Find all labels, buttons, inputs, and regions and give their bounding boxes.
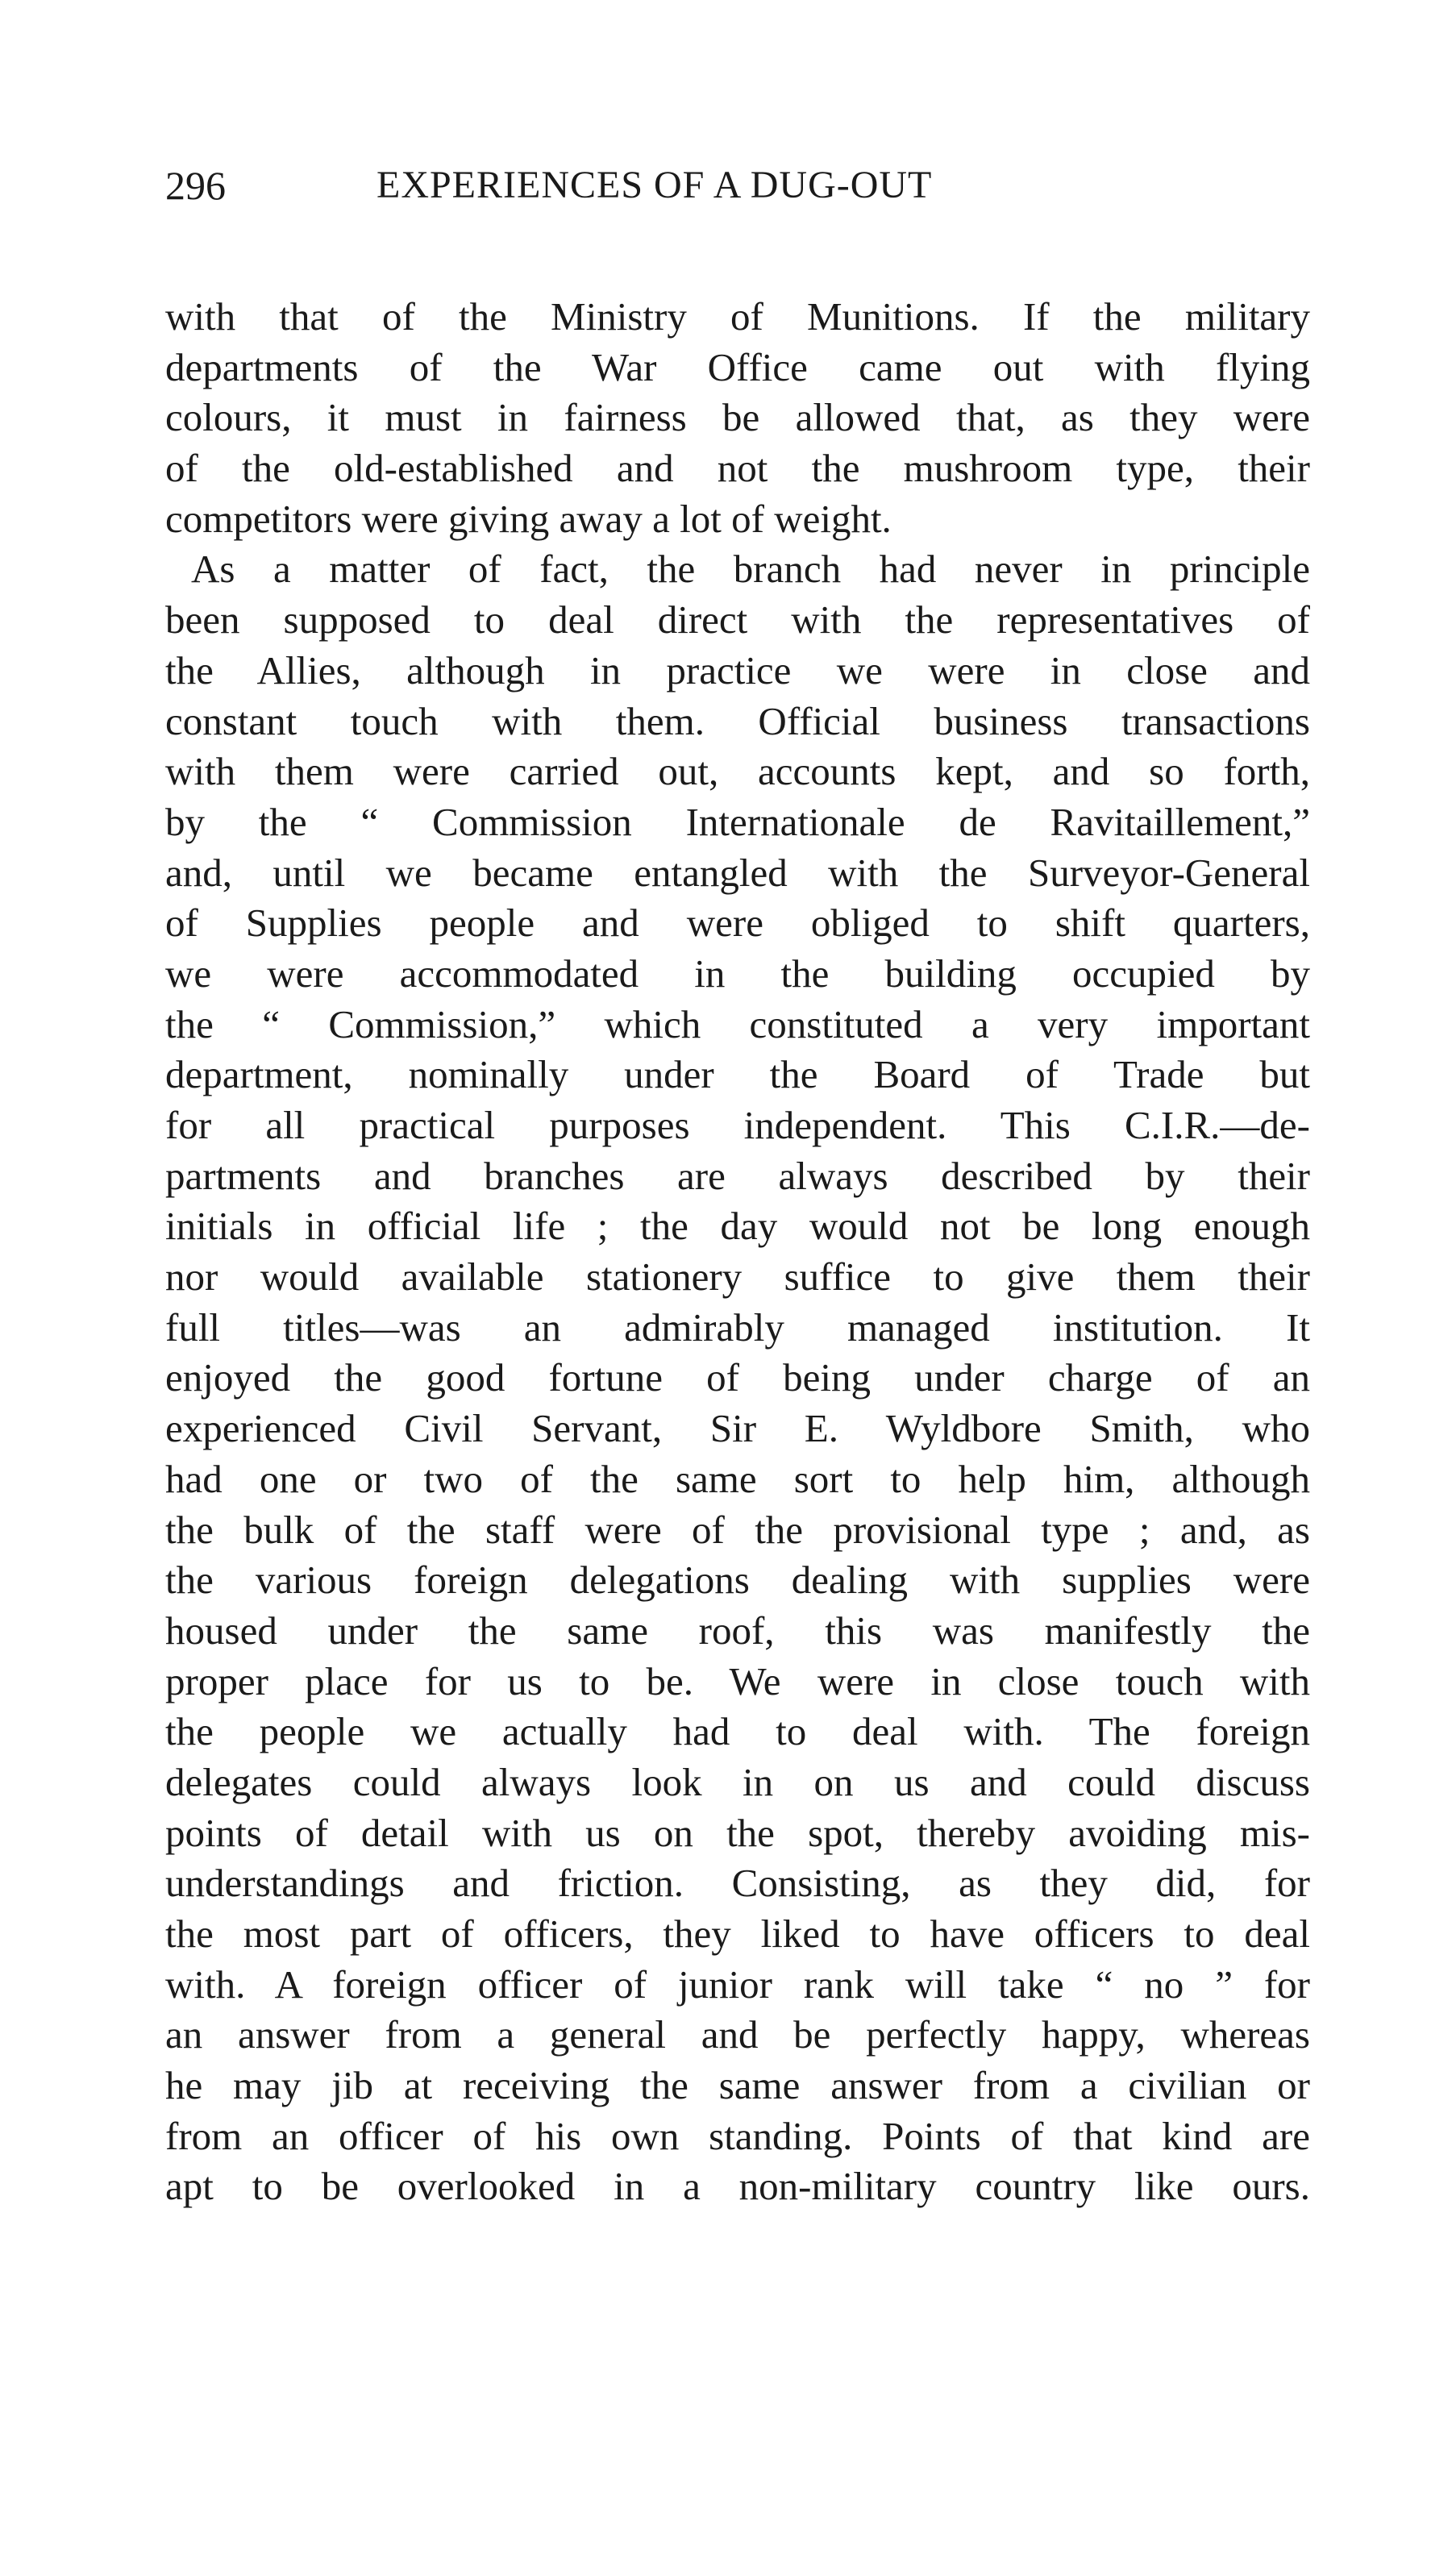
- text-line: and, until we became entangled with the Surveyor-General: [165, 850, 1310, 895]
- text-line: housed under the same roof, this was manifestly the: [165, 1608, 1310, 1653]
- text-line: of the old-established and not the mushroom type, their: [165, 446, 1310, 491]
- text-line: an answer from a general and be perfectly happy, whereas: [165, 2012, 1310, 2057]
- body-text: [165, 292, 1310, 2212]
- text-line: from an officer of his own standing. Points of that kind are: [165, 2113, 1310, 2158]
- page-header: [165, 161, 1310, 210]
- text-line: for all practical purposes independent. This C.I.R.—de-: [165, 1103, 1310, 1147]
- text-line: by the “ Commission Internationale de Ravitaillement,”: [165, 799, 1310, 844]
- text-line: the Allies, although in practice we were in close and: [165, 647, 1310, 693]
- text-line: the most part of officers, they liked to have officers to deal: [165, 1911, 1310, 1956]
- text-line: been supposed to deal direct with the representatives of: [165, 597, 1310, 643]
- text-line: enjoyed the good fortune of being under charge of an: [165, 1355, 1310, 1400]
- text-line: departments of the War Office came out with flying: [165, 344, 1310, 389]
- text-line: delegates could always look in on us and could discuss: [165, 1759, 1310, 1804]
- text-line: the various foreign delegations dealing with supplies were: [165, 1558, 1310, 1603]
- text-line: partments and branches are always described by their: [165, 1153, 1310, 1198]
- text-line: we were accommodated in the building occupied by: [165, 950, 1310, 996]
- text-line: full titles—was an admirably managed institution. It: [165, 1304, 1310, 1350]
- text-line: experienced Civil Servant, Sir E. Wyldbore Smith, who: [165, 1406, 1310, 1451]
- text-line: of Supplies people and were obliged to shift quarters,: [165, 901, 1310, 946]
- text-line: department, nominally under the Board of Trade but: [165, 1052, 1310, 1097]
- text-line: the people we actually had to deal with. The foreign: [165, 1709, 1310, 1754]
- paragraph: [165, 544, 1310, 2212]
- paragraph: [165, 292, 1310, 544]
- text-line: understandings and friction. Consisting, as they did, for: [165, 1861, 1310, 1906]
- running-title: EXPERIENCES OF A DUG-OUT: [376, 164, 933, 206]
- text-line: the “ Commission,” which constituted a very important: [165, 1001, 1310, 1046]
- text-line: initials in official life ; the day would not be long enough: [165, 1204, 1310, 1249]
- text-line: the bulk of the staff were of the provisional type ; and, as: [165, 1507, 1310, 1552]
- text-line: nor would available stationery suffice to give them their: [165, 1254, 1310, 1300]
- page-number: 296: [165, 163, 226, 208]
- text-line: points of detail with us on the spot, thereby avoiding mis-: [165, 1810, 1310, 1855]
- text-line: colours, it must in fairness be allowed that, as they were: [165, 395, 1310, 440]
- text-line: had one or two of the same sort to help him, although: [165, 1456, 1310, 1501]
- text-line: with that of the Ministry of Munitions. If the military: [165, 294, 1310, 339]
- text-line: with. A foreign officer of junior rank will take “ no ” for: [165, 1961, 1310, 2007]
- text-line: constant touch with them. Official business transactions: [165, 698, 1310, 743]
- text-line: apt to be overlooked in a non-military country like ours.: [165, 2164, 1310, 2209]
- text-line: he may jib at receiving the same answer from a civilian or: [165, 2063, 1310, 2108]
- text-line: with them were carried out, accounts kept, and so forth,: [165, 749, 1310, 794]
- text-line: competitors were giving away a lot of weight.: [165, 496, 892, 541]
- text-line: proper place for us to be. We were in close touch with: [165, 1658, 1310, 1703]
- text-line: As a matter of fact, the branch had never in principle: [191, 547, 1310, 592]
